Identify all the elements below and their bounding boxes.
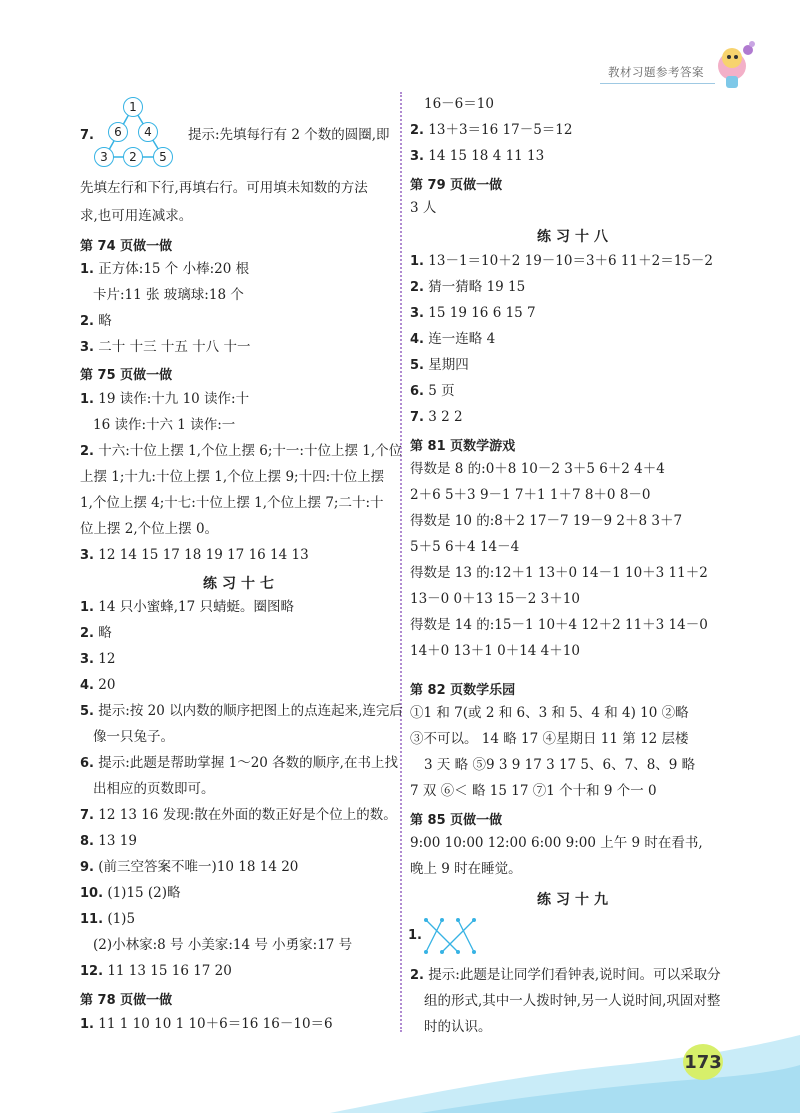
p74-q2: 2. 略 bbox=[80, 313, 112, 329]
ex17-q7: 7. 12 13 16 发现:散在外面的数正好是个位上的数。 bbox=[80, 807, 397, 823]
ex17-q12: 12. 11 13 15 16 17 20 bbox=[80, 963, 232, 979]
exercise-18-heading: 练习十八 bbox=[537, 229, 613, 245]
ex18-q7: 7. 3 2 2 bbox=[410, 409, 463, 425]
page-number-badge: 173 bbox=[683, 1044, 723, 1080]
circle-bottom-mid: 2 bbox=[123, 147, 143, 167]
q7-number: 7. bbox=[80, 128, 94, 143]
p75-q2b: 上摆 1;十九:十位上摆 1,个位上摆 9;十四:十位上摆 bbox=[80, 469, 385, 485]
ex18-q5: 5. 星期四 bbox=[410, 357, 469, 373]
p81-c1: 得数是 13 的:12＋1 13＋0 14－1 10＋3 11＋2 bbox=[410, 565, 708, 581]
ex19-q1-number: 1. bbox=[408, 928, 422, 943]
section-p82: 第 82 页数学乐园 bbox=[410, 683, 516, 698]
ex17-q4: 4. 20 bbox=[80, 677, 116, 693]
p82-3: 3 天 略 ⑤9 3 9 17 3 17 5、6、7、8、9 略 bbox=[424, 757, 696, 773]
ex17-q10: 10. (1)15 (2)略 bbox=[80, 885, 181, 901]
ex19-q2b: 组的形式,其中一人拨时钟,另一人说时间,巩固对整 bbox=[424, 993, 721, 1009]
section-p74: 第 74 页做一做 bbox=[80, 239, 173, 254]
p85-2: 晚上 9 时在睡觉。 bbox=[410, 861, 522, 877]
p82-1: ①1 和 7(或 2 和 6、3 和 5、4 和 4) 10 ②略 bbox=[410, 705, 689, 721]
p81-a1: 得数是 8 的:0＋8 10－2 3＋5 6＋2 4＋4 bbox=[410, 461, 665, 477]
p75-q2c: 1,个位上摆 4;十七:十位上摆 1,个位上摆 7;二十:十 bbox=[80, 495, 384, 511]
footer-wave bbox=[0, 1035, 800, 1113]
p78-q1-cont: 16－6＝10 bbox=[424, 96, 494, 112]
p74-q1b: 卡片:11 张 玻璃球:18 个 bbox=[93, 287, 244, 303]
p81-c2: 13－0 0＋13 15－2 3＋10 bbox=[410, 591, 580, 607]
ex18-q3: 3. 15 19 16 6 15 7 bbox=[410, 305, 536, 321]
section-p85: 第 85 页做一做 bbox=[410, 813, 503, 828]
ex17-q6b: 出相应的页数即可。 bbox=[93, 781, 215, 797]
p75-q2a: 2. 十六:十位上摆 1,个位上摆 6;十一:十位上摆 1,个位 bbox=[80, 443, 403, 459]
header-underline bbox=[600, 83, 715, 84]
section-p78: 第 78 页做一做 bbox=[80, 993, 173, 1008]
p82-2: ③不可以。 14 略 17 ④星期日 11 第 12 层楼 bbox=[410, 731, 689, 747]
ex17-q9: 9. (前三空答案不唯一)10 18 14 20 bbox=[80, 859, 299, 875]
q7-line2: 先填左行和下行,再填右行。可用填未知数的方法 bbox=[80, 180, 368, 196]
ex17-q5a: 5. 提示:按 20 以内数的顺序把图上的点连起来,连完后 bbox=[80, 703, 403, 719]
column-divider bbox=[400, 92, 402, 1032]
p75-q2d: 位上摆 2,个位上摆 0。 bbox=[80, 521, 219, 537]
p78-q3: 3. 14 15 18 4 11 13 bbox=[410, 148, 545, 164]
ex17-q8: 8. 13 19 bbox=[80, 833, 137, 849]
circle-mid-right: 4 bbox=[138, 122, 158, 142]
section-p75: 第 75 页做一做 bbox=[80, 368, 173, 383]
exercise-17-heading: 练习十七 bbox=[203, 576, 279, 592]
ex17-q3: 3. 12 bbox=[80, 651, 116, 667]
p74-q3: 3. 二十 十三 十五 十八 十一 bbox=[80, 339, 251, 355]
circle-top: 1 bbox=[123, 97, 143, 117]
q7-line3: 求,也可用连减求。 bbox=[80, 208, 193, 224]
section-p79: 第 79 页做一做 bbox=[410, 178, 503, 193]
circle-bottom-left: 3 bbox=[94, 147, 114, 167]
ex17-q11b: (2)小林家:8 号 小美家:14 号 小勇家:17 号 bbox=[93, 937, 353, 953]
header-title: 教材习题参考答案 bbox=[608, 65, 704, 79]
ex17-q11a: 11. (1)5 bbox=[80, 911, 136, 927]
p75-q3: 3. 12 14 15 17 18 19 17 16 14 13 bbox=[80, 547, 309, 563]
p78-q1: 1. 11 1 10 10 1 10＋6＝16 16－10＝6 bbox=[80, 1016, 333, 1032]
ex18-q4: 4. 连一连略 4 bbox=[410, 331, 496, 347]
p78-q2: 2. 13＋3＝16 17－5＝12 bbox=[410, 122, 573, 138]
p79-answer: 3 人 bbox=[410, 200, 437, 216]
ex17-q6a: 6. 提示:此题是帮助掌握 1～20 各数的顺序,在书上找 bbox=[80, 755, 398, 771]
p75-q1b: 16 读作:十六 1 读作:一 bbox=[93, 417, 236, 433]
p74-q1a: 1. 正方体:15 个 小棒:20 根 bbox=[80, 261, 250, 277]
p85-1: 9:00 10:00 12:00 6:00 9:00 上午 9 时在看书, bbox=[410, 835, 703, 851]
ex19-q2a: 2. 提示:此题是让同学们看钟表,说时间。可以采取分 bbox=[410, 967, 721, 983]
ex18-q6: 6. 5 页 bbox=[410, 383, 455, 399]
p75-q1a: 1. 19 读作:十九 10 读作:十 bbox=[80, 391, 250, 407]
mascot-icon bbox=[712, 36, 762, 96]
p81-b1: 得数是 10 的:8＋2 17－7 19－9 2＋8 3＋7 bbox=[410, 513, 683, 529]
ex17-q5b: 像一只兔子。 bbox=[93, 729, 174, 745]
p81-d1: 得数是 14 的:15－1 10＋4 12＋2 11＋3 14－0 bbox=[410, 617, 708, 633]
circle-bottom-right: 5 bbox=[153, 147, 173, 167]
ex17-q1: 1. 14 只小蜜蜂,17 只蜻蜓。圈图略 bbox=[80, 599, 295, 615]
p81-b2: 5＋5 6＋4 14－4 bbox=[410, 539, 520, 555]
p81-d2: 14＋0 13＋1 0＋14 4＋10 bbox=[410, 643, 580, 659]
ex18-q1: 1. 13－1＝10＋2 19－10＝3＋6 11＋2＝15－2 bbox=[410, 253, 713, 269]
ex19-q2c: 时的认识。 bbox=[424, 1019, 492, 1035]
q7-hint: 提示:先填每行有 2 个数的圆圈,即 bbox=[188, 127, 390, 143]
p82-4: 7 双 ⑥＜ 略 15 17 ⑦1 个十和 9 个一 0 bbox=[410, 783, 657, 799]
matching-lines-diagram bbox=[422, 916, 478, 956]
exercise-19-heading: 练习十九 bbox=[537, 892, 613, 908]
ex17-q2: 2. 略 bbox=[80, 625, 112, 641]
p81-a2: 2＋6 5＋3 9－1 7＋1 1＋7 8＋0 8－0 bbox=[410, 487, 651, 503]
section-p81: 第 81 页数学游戏 bbox=[410, 439, 516, 454]
circle-mid-left: 6 bbox=[108, 122, 128, 142]
ex18-q2: 2. 猜一猜略 19 15 bbox=[410, 279, 526, 295]
